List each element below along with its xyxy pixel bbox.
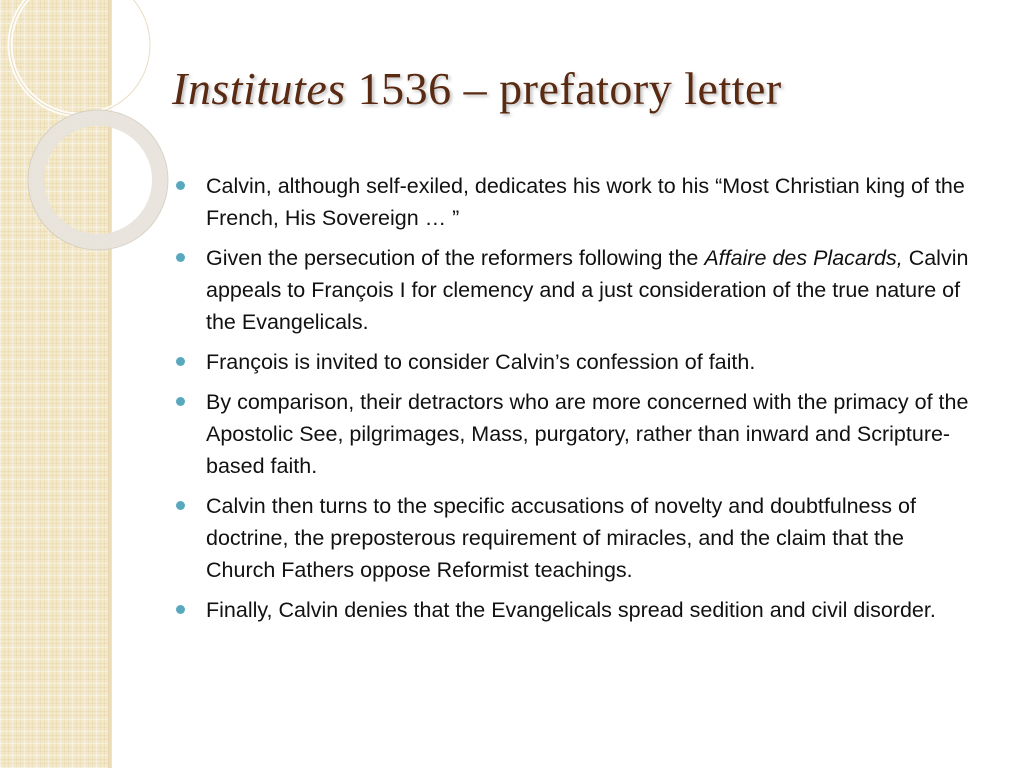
bullet-dot-icon: [176, 397, 185, 406]
bullet-dot-icon: [176, 501, 185, 510]
bullet-text-after: Calvin appeals to François I for clemency and a just consideration of the true nature of the Evangelicals.: [206, 246, 969, 334]
bullet-item: [176, 242, 976, 338]
bullet-list: [176, 170, 976, 634]
bullet-text: Finally, Calvin denies that the Evangelicals spread sedition and civil disorder.: [206, 598, 936, 622]
slide-title: [172, 62, 782, 115]
bullet-text: Calvin then turns to the specific accusations of novelty and doubtfulness of doctrine, the preposterous requirement of miracles, and the claim that the Church Fathers oppose Reformist teachings.: [206, 494, 916, 582]
bullet-dot-icon: [176, 605, 185, 614]
bullet-dot-icon: [176, 357, 185, 366]
bullet-item: [176, 490, 976, 586]
decorative-sidebar: [0, 0, 112, 768]
sidebar-edge: [108, 0, 112, 768]
bullet-text-before: Given the persecution of the reformers following the: [206, 246, 705, 270]
bullet-text-italic: Affaire des Placards,: [704, 246, 903, 270]
bullet-dot-icon: [176, 181, 185, 190]
bullet-item: [176, 594, 976, 626]
bullet-text: By comparison, their detractors who are more concerned with the primacy of the Apostolic See, pilgrimages, Mass, purgatory, rather than inward and Scripture-based faith.: [206, 390, 969, 478]
bullet-dot-icon: [176, 253, 185, 262]
bullet-item: [176, 386, 976, 482]
bullet-text: Calvin, although self-exiled, dedicates his work to his “Most Christian king of the French, His Sovereign … ”: [206, 174, 965, 230]
title-italic: Institutes: [172, 63, 346, 114]
bullet-item: [176, 170, 976, 234]
title-rest: 1536 – prefatory letter: [345, 63, 782, 114]
bullet-item: [176, 346, 976, 378]
bullet-text: François is invited to consider Calvin’s confession of faith.: [206, 350, 756, 374]
